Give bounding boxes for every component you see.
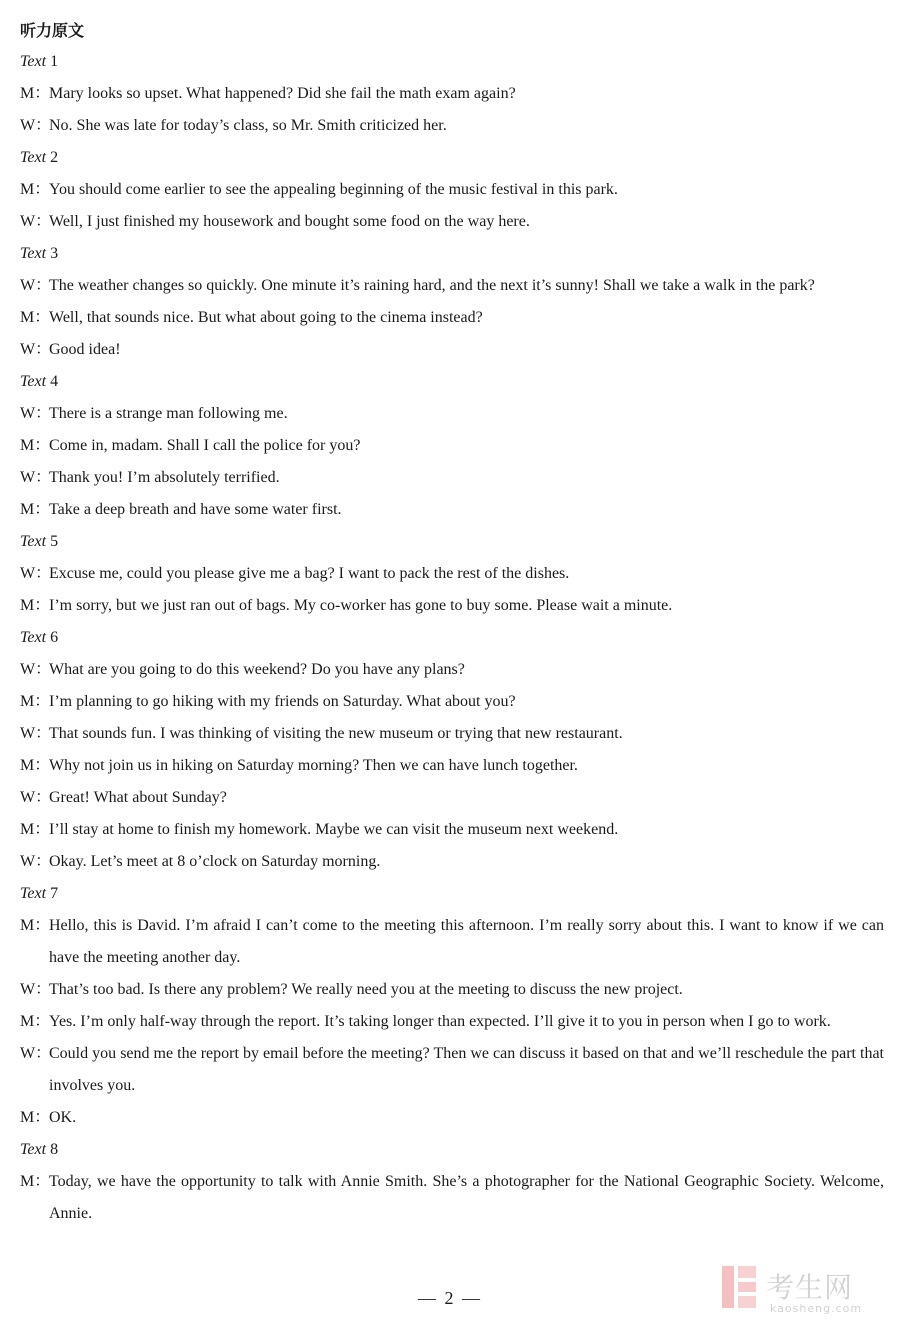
- text-label-prefix: Text: [20, 629, 47, 646]
- speaker-label: M：: [20, 437, 51, 454]
- dialogue-line: [20, 558, 884, 590]
- text-section-label: [20, 46, 884, 78]
- speaker-label: W：: [20, 213, 52, 230]
- page-heading: 听力原文: [20, 21, 85, 40]
- dialogue-line: [20, 206, 884, 238]
- speaker-label: W：: [20, 1045, 52, 1062]
- watermark-emblem-icon: [720, 1262, 760, 1312]
- transcript-body: [20, 46, 884, 1230]
- speaker-label: M：: [20, 501, 51, 518]
- utterance-text: Come in, madam. Shall I call the police for you?: [49, 437, 361, 454]
- text-label-prefix: Text: [20, 373, 47, 390]
- text-section-label: [20, 238, 884, 270]
- text-label-number: 6: [50, 629, 59, 646]
- utterance-text: Today, we have the opportunity to talk with Annie Smith. She’s a photographer for the National Geographic Society. Welcome, Annie.: [49, 1173, 884, 1222]
- dialogue-line: [20, 430, 884, 462]
- speaker-label: M：: [20, 597, 51, 614]
- dialogue-line: [20, 846, 884, 878]
- speaker-label: W：: [20, 341, 52, 358]
- page-number: — 2 —: [418, 1288, 482, 1308]
- watermark-site: kaosheng.com: [770, 1302, 863, 1315]
- watermark-brand: 考生网: [766, 1271, 854, 1304]
- speaker-label: W：: [20, 469, 52, 486]
- dialogue-line: [20, 782, 884, 814]
- dialogue-line: [20, 398, 884, 430]
- text-label-prefix: Text: [20, 53, 47, 70]
- dialogue-line: [20, 302, 884, 334]
- utterance-text: Okay. Let’s meet at 8 o’clock on Saturday morning.: [49, 853, 381, 870]
- dialogue-line: [20, 110, 884, 142]
- speaker-label: M：: [20, 917, 51, 934]
- utterance-text: No. She was late for today’s class, so Mr. Smith criticized her.: [49, 117, 447, 134]
- text-label-number: 5: [50, 533, 59, 550]
- utterance-text: Good idea!: [49, 341, 121, 358]
- dialogue-line: [20, 1166, 884, 1230]
- dialogue-line: [20, 334, 884, 366]
- text-section-label: [20, 366, 884, 398]
- dialogue-line: [20, 462, 884, 494]
- dialogue-line: [20, 1038, 884, 1102]
- speaker-label: M：: [20, 1013, 51, 1030]
- utterance-text: There is a strange man following me.: [49, 405, 288, 422]
- speaker-label: M：: [20, 1109, 51, 1126]
- utterance-text: That’s too bad. Is there any problem? We really need you at the meeting to discuss the new project.: [49, 981, 683, 998]
- utterance-text: Excuse me, could you please give me a bag? I want to pack the rest of the dishes.: [49, 565, 570, 582]
- dialogue-line: [20, 974, 884, 1006]
- utterance-text: Why not join us in hiking on Saturday morning? Then we can have lunch together.: [49, 757, 578, 774]
- dialogue-line: [20, 654, 884, 686]
- utterance-text: Mary looks so upset. What happened? Did she fail the math exam again?: [49, 85, 516, 102]
- text-section-label: [20, 1134, 884, 1166]
- speaker-label: W：: [20, 117, 52, 134]
- utterance-text: Well, I just finished my housework and bought some food on the way here.: [49, 213, 530, 230]
- text-label-number: 8: [50, 1141, 59, 1158]
- text-label-prefix: Text: [20, 1141, 47, 1158]
- text-section-label: [20, 878, 884, 910]
- utterance-text: OK.: [49, 1109, 77, 1126]
- utterance-text: I’m sorry, but we just ran out of bags. My co-worker has gone to buy some. Please wait a minute.: [49, 597, 673, 614]
- text-label-number: 7: [50, 885, 59, 902]
- dialogue-line: [20, 590, 884, 622]
- utterance-text: The weather changes so quickly. One minute it’s raining hard, and the next it’s sunny! Shall we take a walk in the park?: [49, 277, 815, 294]
- text-label-prefix: Text: [20, 533, 47, 550]
- utterance-text: You should come earlier to see the appealing beginning of the music festival in this park.: [49, 181, 618, 198]
- utterance-text: Take a deep breath and have some water first.: [49, 501, 342, 518]
- utterance-text: What are you going to do this weekend? Do you have any plans?: [49, 661, 465, 678]
- speaker-label: M：: [20, 693, 51, 710]
- speaker-label: M：: [20, 85, 51, 102]
- utterance-text: That sounds fun. I was thinking of visiting the new museum or trying that new restaurant.: [49, 725, 623, 742]
- speaker-label: W：: [20, 725, 52, 742]
- speaker-label: M：: [20, 309, 51, 326]
- speaker-label: M：: [20, 757, 51, 774]
- speaker-label: W：: [20, 277, 52, 294]
- text-section-label: [20, 622, 884, 654]
- text-label-number: 3: [50, 245, 59, 262]
- watermark-logo: [720, 1262, 890, 1322]
- utterance-text: Could you send me the report by email before the meeting? Then we can discuss it based on that and we’ll reschedule the part that involves you.: [49, 1045, 884, 1094]
- speaker-label: M：: [20, 181, 51, 198]
- dialogue-line: [20, 270, 884, 302]
- dialogue-line: [20, 910, 884, 974]
- speaker-label: W：: [20, 981, 52, 998]
- utterance-text: Yes. I’m only half-way through the report. It’s taking longer than expected. I’ll give it to you in person when I go to work.: [49, 1013, 831, 1030]
- text-section-label: [20, 526, 884, 558]
- speaker-label: M：: [20, 821, 51, 838]
- utterance-text: Thank you! I’m absolutely terrified.: [49, 469, 280, 486]
- text-label-prefix: Text: [20, 245, 47, 262]
- dialogue-line: [20, 1102, 884, 1134]
- text-label-number: 4: [50, 373, 59, 390]
- text-label-prefix: Text: [20, 149, 47, 166]
- utterance-text: I’ll stay at home to finish my homework. Maybe we can visit the museum next weekend.: [49, 821, 619, 838]
- utterance-text: Great! What about Sunday?: [49, 789, 227, 806]
- dialogue-line: [20, 686, 884, 718]
- dialogue-line: [20, 174, 884, 206]
- speaker-label: W：: [20, 405, 52, 422]
- dialogue-line: [20, 1006, 884, 1038]
- utterance-text: Hello, this is David. I’m afraid I can’t come to the meeting this afternoon. I’m really sorry about this. I want to know if we can have the meeting another day.: [49, 917, 884, 966]
- text-label-number: 1: [50, 53, 59, 70]
- text-label-prefix: Text: [20, 885, 47, 902]
- speaker-label: W：: [20, 789, 52, 806]
- speaker-label: M：: [20, 1173, 51, 1190]
- text-section-label: [20, 142, 884, 174]
- speaker-label: W：: [20, 565, 52, 582]
- dialogue-line: [20, 718, 884, 750]
- speaker-label: W：: [20, 853, 52, 870]
- dialogue-line: [20, 494, 884, 526]
- speaker-label: W：: [20, 661, 52, 678]
- utterance-text: Well, that sounds nice. But what about going to the cinema instead?: [49, 309, 483, 326]
- dialogue-line: [20, 78, 884, 110]
- dialogue-line: [20, 814, 884, 846]
- utterance-text: I’m planning to go hiking with my friends on Saturday. What about you?: [49, 693, 516, 710]
- dialogue-line: [20, 750, 884, 782]
- text-label-number: 2: [50, 149, 59, 166]
